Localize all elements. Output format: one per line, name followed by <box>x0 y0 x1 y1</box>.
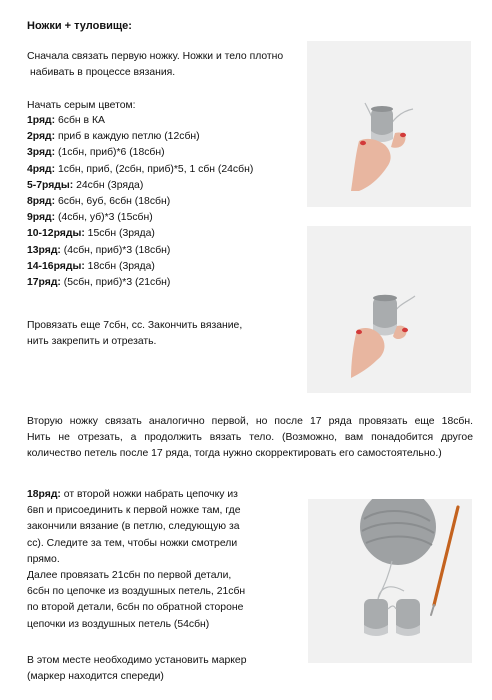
row-label: 18ряд: <box>27 489 61 500</box>
row18-line: Далее провязать 21сбн по первой детали, <box>27 570 232 582</box>
row-text: (5сбн, приб)*3 (21сбн) <box>60 277 171 289</box>
row-label: 9ряд: <box>27 212 56 224</box>
row-text: 6сбн в КА <box>55 115 105 126</box>
row18-line: по второй детали, 6сбн по обратной стороне <box>27 602 244 614</box>
start-color-label: Начать серым цветом: <box>27 100 136 111</box>
row-label: 13ряд: <box>27 244 61 256</box>
marker-text <box>27 653 247 685</box>
section-title: Ножки + туловище: <box>27 20 132 32</box>
row18-line: 6вп и присоединить к первой ножке там, где <box>27 505 241 517</box>
row-label: 8ряд: <box>27 196 56 208</box>
row-text: (4сбн, уб)*3 (15сбн) <box>55 212 153 224</box>
row-label: 14-16ряды: <box>27 260 85 272</box>
row-label: 1ряд: <box>27 115 56 126</box>
intro-line: набивать в процессе вязания. <box>30 67 176 79</box>
finish-line: Провязать еще 7сбн, сс. Закончить вязание, <box>27 320 243 331</box>
row-text: 15сбн (3ряда) <box>84 228 155 240</box>
row-label: 10-12ряды: <box>27 228 85 240</box>
intro-text <box>27 49 283 81</box>
row-label: 5-7ряды: <box>27 179 74 191</box>
row-item <box>27 145 253 161</box>
row-item <box>27 210 253 226</box>
row-item <box>27 178 253 194</box>
marker-line: (маркер находится спереди) <box>27 671 164 683</box>
row-label: 17ряд: <box>27 277 61 289</box>
marker-line: В этом месте необходимо установить маркер <box>27 655 247 666</box>
row18-line: 18ряд: от второй ножки набрать цепочку из <box>27 489 238 500</box>
row-label: 4ряд: <box>27 163 56 175</box>
row-item <box>27 162 253 178</box>
photo-illustration <box>308 499 472 663</box>
row18-line: закончили вязание (в петлю, следующую за <box>27 521 240 533</box>
paragraph-line: количество петель после 17 ряда, тогда нужно скорректировать его самостоятельно.) <box>27 448 442 460</box>
row-text: (4сбн, приб)*3 (18сбн) <box>60 244 171 256</box>
row18-text <box>27 487 245 633</box>
paragraph-line: Нить не отрезать, а продолжить вязать тело. (Возможно, вам понадобится другое <box>27 432 473 444</box>
row-text: 1сбн, приб, (2сбн, приб)*5, 1 сбн (24сбн) <box>55 163 254 175</box>
row-text: (1сбн, приб)*6 (18сбн) <box>55 147 165 159</box>
row-item <box>27 243 253 259</box>
photo-illustration <box>307 226 471 393</box>
photo-hand-holding-leg-2 <box>307 226 471 393</box>
row-item <box>27 194 253 210</box>
row-text: 24сбн (3ряда) <box>73 179 144 191</box>
row18-line: цепочки из воздушных петель (54сбн) <box>27 618 210 630</box>
finish-text <box>27 318 242 350</box>
row-item <box>27 275 253 291</box>
row-text: приб в каждую петлю (12сбн) <box>55 131 200 143</box>
row-label: 3ряд: <box>27 147 56 159</box>
row18-line: прямо. <box>27 553 60 565</box>
row-text: 6сбн, 6уб, 6сбн (18сбн) <box>55 196 171 208</box>
rows-list <box>27 113 253 291</box>
row18-line: 6сбн по цепочке из воздушных петель, 21сбн <box>27 586 246 598</box>
photo-yarn-and-legs <box>308 499 472 663</box>
row-item <box>27 129 253 145</box>
intro-line: Сначала связать первую ножку. Ножки и тело плотно <box>27 51 284 62</box>
photo-illustration <box>307 41 471 207</box>
row-text: 18сбн (3ряда) <box>84 260 155 272</box>
row-item <box>27 226 253 242</box>
paragraph-line: Вторую ножку связать аналогично первой, но после 17 ряда провязать еще 18сбн. <box>27 416 473 427</box>
finish-line: нить закрепить и отрезать. <box>27 336 157 348</box>
photo-hand-holding-leg <box>307 41 471 207</box>
row-item <box>27 113 253 129</box>
row18-line: сс). Следите за тем, чтобы ножки смотрели <box>27 537 238 549</box>
second-leg-paragraph <box>27 414 473 463</box>
row-label: 2ряд: <box>27 131 56 143</box>
row-item <box>27 259 253 275</box>
